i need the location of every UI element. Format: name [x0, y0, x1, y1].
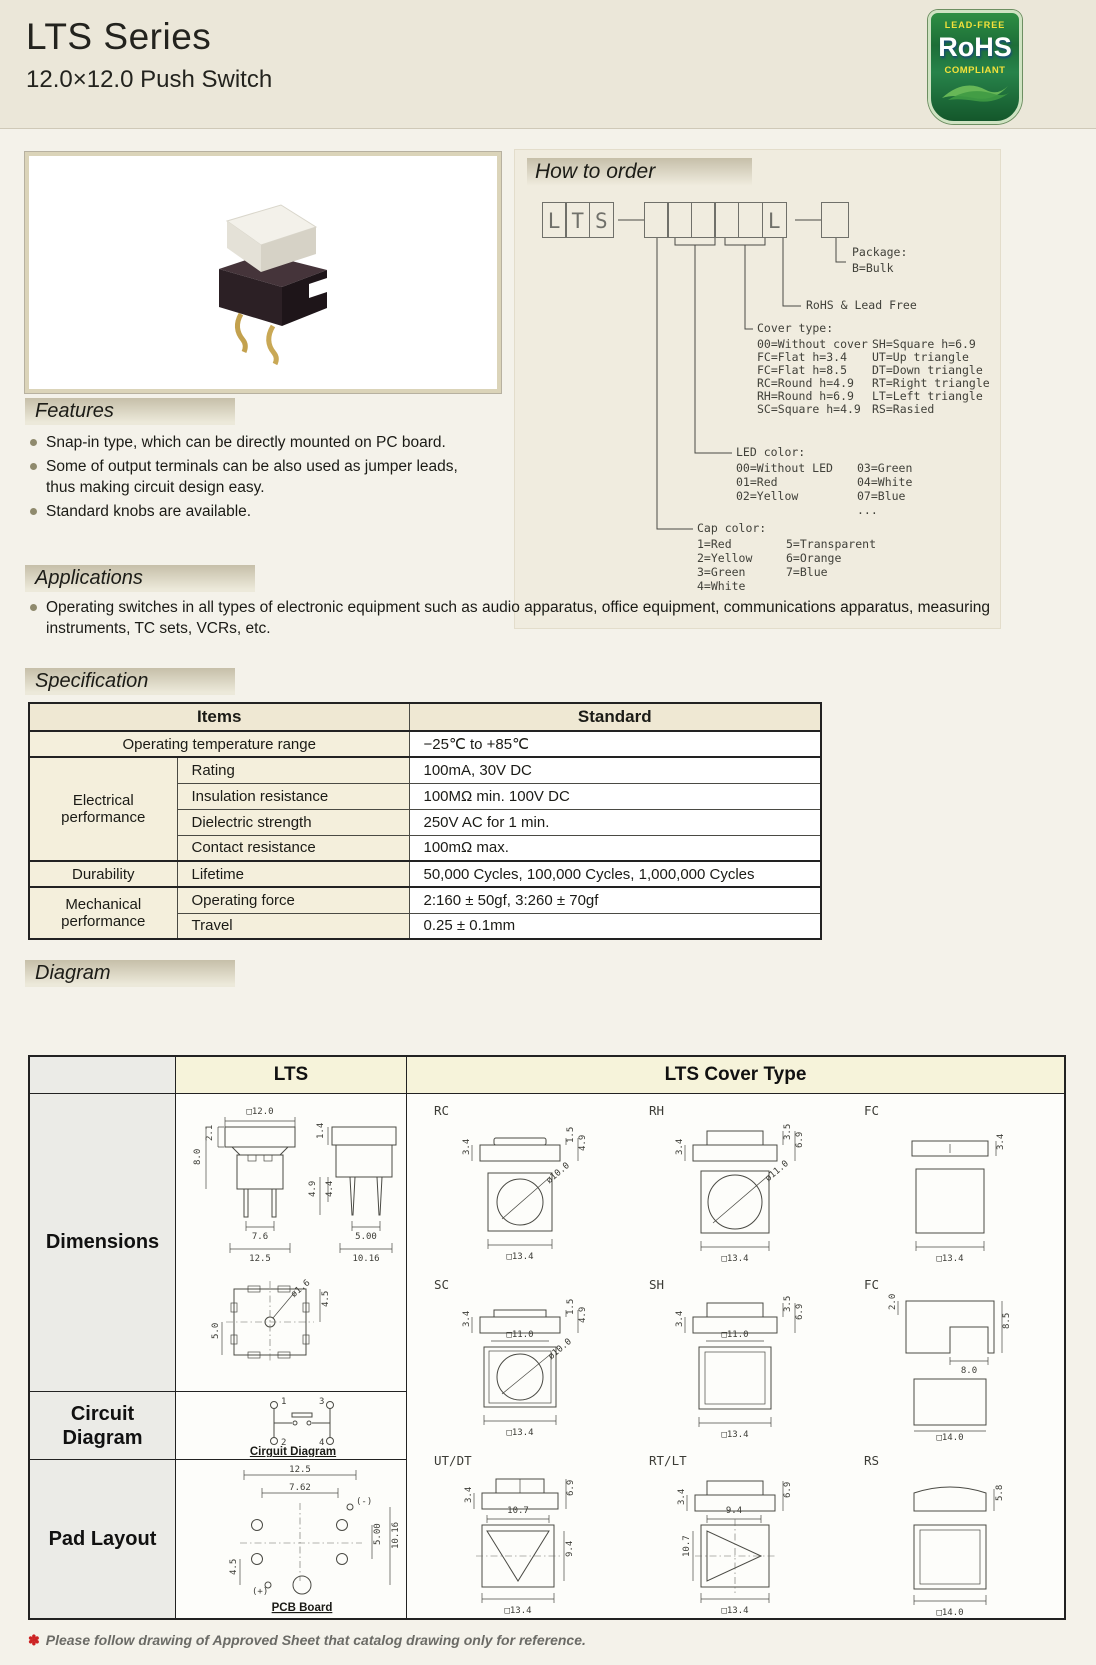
dim-label: 4.9 — [578, 1306, 588, 1323]
dim-label: ø10.0 — [544, 1160, 572, 1186]
dim-label: 6.9 — [783, 1481, 793, 1498]
dim-label: 5.8 — [995, 1484, 1005, 1501]
dim-label: 12.5 — [249, 1254, 271, 1264]
cover-type-item: FC=Flat h=8.5 — [757, 363, 848, 377]
cover-type-item: FC=Flat h=3.4 — [757, 350, 848, 364]
cap-color-title: Cap color: — [697, 521, 767, 535]
led-color-item: 00=Without LED — [736, 461, 833, 475]
dim-label: 3.4 — [996, 1133, 1006, 1150]
row-label-pad-layout: Pad Layout — [30, 1460, 176, 1618]
spec-category: Durability — [29, 861, 177, 887]
dim-label: □13.4 — [721, 1606, 749, 1616]
order-box-led1 — [667, 202, 692, 238]
feature-text: Standard knobs are available. — [46, 503, 252, 520]
cover-type-item: UT=Up triangle — [872, 350, 969, 364]
led-color-item: 03=Green — [857, 461, 913, 475]
dim-label: 7.62 — [289, 1483, 311, 1493]
dim-label: 3.4 — [677, 1488, 687, 1505]
order-box-cover2 — [738, 202, 763, 238]
spec-category: Electrical performance — [29, 757, 177, 861]
cover-name: UT/DT — [434, 1453, 472, 1468]
dim-label: 12.5 — [289, 1465, 311, 1475]
rohs-badge-leadfree: LEAD-FREE — [944, 20, 1006, 30]
spec-item: Operating temperature range — [29, 731, 409, 757]
cover-type-item: RS=Rasied — [872, 402, 935, 416]
dim-label: 6.9 — [795, 1131, 805, 1148]
dim-label: □11.0 — [721, 1330, 749, 1340]
product-photo — [25, 152, 501, 393]
cover-type-title: Cover type: — [757, 321, 834, 335]
dim-label: 3.5 — [783, 1123, 793, 1140]
specification-title: Specification — [25, 668, 235, 695]
cover-type-item: RC=Round h=4.9 — [757, 376, 854, 390]
cover-name: RH — [649, 1103, 665, 1118]
dim-label: 10.7 — [507, 1506, 529, 1516]
order-box-cover1 — [714, 202, 739, 238]
order-prefix-boxes — [543, 202, 614, 238]
dim-label: 3.4 — [462, 1310, 472, 1327]
cap-color-item: 7=Blue — [786, 565, 828, 579]
spec-value: 250V AC for 1 min. — [409, 809, 821, 835]
page-title: LTS Series — [26, 16, 212, 57]
cover-drawing-fc-tall — [850, 1273, 1050, 1441]
order-code-boxes — [645, 202, 787, 238]
dim-label: 3.4 — [675, 1138, 685, 1155]
rohs-badge — [928, 10, 1022, 124]
spec-col-items: Items — [29, 703, 409, 731]
pad-layout-drawing — [182, 1463, 404, 1615]
how-to-order-panel — [515, 150, 1000, 628]
dim-label: 3.4 — [462, 1138, 472, 1155]
lts-dimensions-drawing — [182, 1097, 404, 1389]
cover-type-item: SH=Square h=6.9 — [872, 337, 976, 351]
specification-table — [28, 702, 822, 940]
leaf-icon — [934, 76, 1016, 102]
page-subtitle: 12.0×12.0 Push Switch — [26, 66, 273, 93]
dim-label: □14.0 — [936, 1608, 964, 1617]
dim-label: 3.4 — [675, 1310, 685, 1327]
cap-color-item: 4=White — [697, 579, 746, 593]
circuit-caption: Cirguit Diagram — [249, 1446, 337, 1457]
cap-color-item: 3=Green — [697, 565, 746, 579]
spec-item: Insulation resistance — [177, 783, 409, 809]
dim-label: □13.4 — [936, 1254, 964, 1264]
spec-item: Operating force — [177, 887, 409, 913]
order-box-t: T — [565, 202, 590, 238]
spec-value: 0.25 ± 0.1mm — [409, 913, 821, 939]
bullet-icon — [30, 463, 37, 470]
order-box-l: L — [542, 202, 567, 238]
spec-item: Contact resistance — [177, 835, 409, 861]
features-list — [30, 432, 485, 525]
dim-label: ø10.0 — [546, 1336, 574, 1362]
row-label-dimensions: Dimensions — [30, 1094, 176, 1392]
diagram-col-cover-type: LTS Cover Type — [407, 1057, 1064, 1094]
cover-name: SH — [649, 1277, 665, 1292]
dim-label: □13.4 — [506, 1428, 534, 1438]
led-color-item: 02=Yellow — [736, 489, 799, 503]
circuit-pin-label: 4 — [319, 1438, 325, 1448]
dim-label: □14.0 — [936, 1433, 964, 1441]
cover-drawing-fc-flat — [850, 1099, 1050, 1267]
features-title: Features — [25, 398, 235, 425]
feature-item — [30, 501, 485, 522]
cover-type-item: LT=Left triangle — [872, 389, 983, 403]
led-color-item: 04=White — [857, 475, 913, 489]
order-box-package — [821, 202, 849, 238]
order-box-led2 — [691, 202, 716, 238]
spec-item: Lifetime — [177, 861, 409, 887]
cover-type-item: 00=Without cover — [757, 337, 868, 351]
spec-category: Mechanical performance — [29, 887, 177, 939]
cover-type-item: RT=Right triangle — [872, 376, 990, 390]
bullet-icon — [30, 604, 37, 611]
diagram-table — [28, 1055, 1066, 1620]
asterisk-icon: ✽ — [28, 1632, 40, 1648]
dim-label: 10.16 — [391, 1521, 401, 1549]
cap-color-item: 5=Transparent — [786, 537, 877, 551]
how-to-order-title: How to order — [527, 158, 752, 189]
package-value: B=Bulk — [852, 261, 894, 275]
bullet-icon — [30, 439, 37, 446]
cover-name: FC — [864, 1277, 880, 1292]
feature-text: Some of output terminals can be also used as jumper leads, thus making circuit design easy. — [46, 458, 458, 496]
dim-label: 1.5 — [566, 1126, 576, 1143]
applications-title: Applications — [25, 565, 255, 592]
cover-name: RS — [864, 1453, 880, 1468]
dim-label: 6.9 — [566, 1479, 576, 1496]
pad-caption: PCB Board — [271, 1602, 333, 1614]
dim-label: □11.0 — [506, 1330, 534, 1340]
order-package-box — [822, 202, 849, 238]
spec-item: Travel — [177, 913, 409, 939]
bullet-icon — [30, 508, 37, 515]
dim-label: 5.00 — [355, 1232, 377, 1242]
dim-label: 8.5 — [1002, 1312, 1012, 1329]
dim-label: 3.5 — [783, 1295, 793, 1312]
dim-label: 4.5 — [229, 1558, 239, 1575]
order-box-rohs: L — [762, 202, 787, 238]
circuit-diagram-drawing — [182, 1395, 404, 1457]
cover-type-item: SC=Square h=4.9 — [757, 402, 861, 416]
pad-pos-label: (+) — [252, 1587, 269, 1597]
application-item — [30, 597, 1070, 639]
dim-label: 4.4 — [325, 1180, 335, 1197]
dim-label: 5.00 — [373, 1523, 383, 1545]
applications-list — [30, 597, 1070, 642]
row-label-circuit-diagram: Circuit Diagram — [30, 1392, 176, 1460]
circuit-pin-label: 1 — [281, 1397, 287, 1407]
order-box-s: S — [589, 202, 614, 238]
dim-label: 1.5 — [566, 1298, 576, 1315]
circuit-pin-label: 3 — [319, 1397, 325, 1407]
cover-drawing-rt-lt — [635, 1449, 835, 1617]
dim-label: □13.4 — [504, 1606, 532, 1616]
cover-drawing-sh — [635, 1273, 835, 1441]
led-color-more: ... — [857, 503, 878, 517]
dim-label: 10.16 — [352, 1254, 380, 1264]
dim-label: 3.4 — [464, 1486, 474, 1503]
table-row — [29, 757, 821, 783]
spec-item: Rating — [177, 757, 409, 783]
dim-label: □13.4 — [721, 1430, 749, 1440]
cover-drawing-sc — [420, 1273, 620, 1441]
circuit-pin-label: 2 — [281, 1438, 287, 1448]
dim-label: □13.4 — [721, 1254, 749, 1264]
dim-label: 1.4 — [316, 1122, 326, 1139]
pad-neg-label: (-) — [356, 1497, 373, 1507]
footer-note — [28, 1632, 586, 1649]
spec-value: 100mΩ max. — [409, 835, 821, 861]
dim-label: ø11.0 — [763, 1158, 791, 1184]
dim-label: 7.6 — [251, 1232, 269, 1242]
cover-drawing-ut-dt — [420, 1449, 620, 1617]
spec-item: Dielectric strength — [177, 809, 409, 835]
cover-type-item: DT=Down triangle — [872, 363, 983, 377]
table-row — [29, 861, 821, 887]
cover-name: RC — [434, 1103, 450, 1118]
push-switch-image — [189, 174, 339, 369]
dim-label: 4.9 — [578, 1134, 588, 1151]
spec-value: −25℃ to +85℃ — [409, 731, 821, 757]
cap-color-item: 1=Red — [697, 537, 732, 551]
dim-label: □12.0 — [246, 1107, 274, 1117]
dim-label: □13.4 — [506, 1252, 534, 1262]
dim-label: 9.4 — [725, 1506, 743, 1516]
cover-drawing-rh — [635, 1099, 835, 1267]
dim-label: 8.0 — [193, 1148, 203, 1165]
cover-name: FC — [864, 1103, 880, 1118]
dim-label: ø1.6 — [289, 1278, 313, 1300]
dim-label: 2.0 — [888, 1293, 898, 1310]
table-row — [29, 731, 821, 757]
spec-col-standard: Standard — [409, 703, 821, 731]
cap-color-item: 6=Orange — [786, 551, 842, 565]
led-color-item: 07=Blue — [857, 489, 906, 503]
footer-note-text: Please follow drawing of Approved Sheet that catalog drawing only for reference. — [45, 1632, 586, 1648]
dim-label: 5.0 — [211, 1322, 221, 1339]
rohs-badge-compliant: COMPLIANT — [944, 65, 1006, 76]
spec-value: 100MΩ min. 100V DC — [409, 783, 821, 809]
spec-header-row — [29, 703, 821, 731]
spec-value: 2:160 ± 50gf, 3:260 ± 70gf — [409, 887, 821, 913]
dim-label: 8.0 — [960, 1366, 978, 1376]
spec-value: 100mA, 30V DC — [409, 757, 821, 783]
dim-label: 4.5 — [321, 1290, 331, 1307]
cap-color-item: 2=Yellow — [697, 551, 753, 565]
order-box-cap — [644, 202, 669, 238]
dim-label: 4.9 — [308, 1180, 318, 1197]
application-text: Operating switches in all types of electronic equipment such as audio apparatus, office equipment, communications apparatus, measuring instruments, TC sets, VCRs, etc. — [46, 599, 991, 637]
rohs-lead-free-label: RoHS & Lead Free — [806, 298, 917, 312]
dim-label: 2.1 — [205, 1124, 215, 1141]
diagram-title: Diagram — [25, 960, 235, 987]
rohs-badge-rohs: RoHS — [938, 32, 1012, 62]
package-label: Package: — [852, 245, 908, 259]
dim-label: 9.4 — [565, 1540, 575, 1557]
cover-type-item: RH=Round h=6.9 — [757, 389, 854, 403]
cover-drawing-rs — [850, 1449, 1050, 1617]
table-row — [29, 887, 821, 913]
dim-label: 10.7 — [682, 1535, 692, 1557]
spec-value: 50,000 Cycles, 100,000 Cycles, 1,000,000 Cycles — [409, 861, 821, 887]
dim-label: 6.9 — [795, 1303, 805, 1320]
led-color-item: 01=Red — [736, 475, 778, 489]
cover-name: SC — [434, 1277, 450, 1292]
cover-drawing-rc — [420, 1099, 620, 1267]
diagram-col-lts: LTS — [176, 1057, 407, 1094]
feature-item — [30, 456, 485, 498]
led-color-title: LED color: — [736, 445, 806, 459]
feature-item — [30, 432, 485, 453]
diagram-header-empty — [30, 1057, 176, 1094]
feature-text: Snap-in type, which can be directly mounted on PC board. — [46, 434, 446, 451]
cover-name: RT/LT — [649, 1453, 687, 1468]
